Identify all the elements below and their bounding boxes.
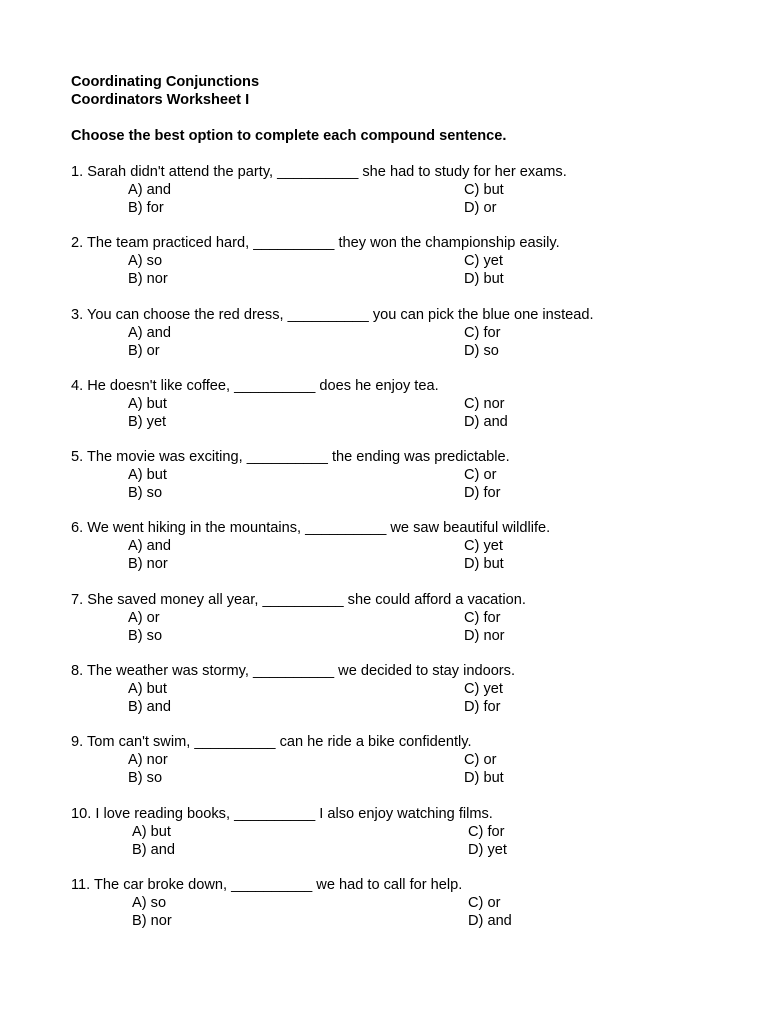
option-c: C) for	[464, 609, 501, 626]
question-text: 4. He doesn't like coffee, __________ does he enjoy tea.	[71, 377, 439, 394]
worksheet-title: Coordinating Conjunctions	[71, 74, 260, 90]
question-item	[71, 163, 751, 234]
option-a: A) and	[128, 182, 171, 198]
question-item	[71, 876, 751, 947]
option-b: B) nor	[128, 556, 168, 573]
option-d: D) for	[464, 485, 501, 502]
option-b: B) yet	[128, 413, 167, 430]
option-a: A) but	[128, 681, 167, 698]
option-a: A) but	[132, 823, 171, 840]
answer-options	[71, 181, 751, 217]
question-item	[71, 805, 751, 876]
option-a: A) so	[132, 894, 167, 911]
option-c: C) or	[464, 752, 497, 769]
option-b: B) and	[132, 841, 175, 858]
option-b: B) so	[128, 770, 163, 787]
option-c: C) or	[468, 894, 501, 911]
option-c: C) but	[464, 182, 504, 198]
option-a: A) or	[128, 609, 160, 626]
option-b: B) for	[128, 200, 164, 216]
answer-options	[71, 324, 751, 360]
answer-options	[71, 395, 751, 431]
option-d: D) but	[464, 271, 504, 288]
option-a: A) nor	[128, 752, 168, 769]
answer-options	[71, 894, 751, 930]
question-text: 10. I love reading books, __________ I also enjoy watching films.	[71, 805, 493, 822]
option-b: B) nor	[132, 912, 172, 929]
option-d: D) and	[464, 413, 508, 430]
question-list	[71, 163, 751, 947]
answer-options	[71, 823, 751, 859]
option-c: C) or	[464, 467, 497, 484]
answer-options	[71, 466, 751, 502]
question-item	[71, 306, 751, 377]
option-d: D) and	[468, 912, 512, 929]
option-d: D) but	[464, 556, 504, 573]
question-text: 5. The movie was exciting, __________ the ending was predictable.	[71, 449, 510, 466]
option-b: B) nor	[128, 271, 168, 288]
question-item	[71, 234, 751, 305]
question-text: 11. The car broke down, __________ we had to call for help.	[71, 876, 463, 893]
worksheet-header	[71, 73, 259, 109]
option-d: D) nor	[464, 627, 505, 644]
question-text: 2. The team practiced hard, __________ they won the championship easily.	[71, 235, 560, 252]
question-item	[71, 591, 751, 662]
option-a: A) but	[128, 395, 167, 412]
option-c: C) yet	[464, 538, 503, 555]
option-d: D) so	[464, 342, 499, 359]
question-text: 7. She saved money all year, __________ she could afford a vacation.	[71, 591, 526, 608]
question-item	[71, 662, 751, 733]
question-text: 8. The weather was stormy, __________ we decided to stay indoors.	[71, 663, 516, 680]
question-item	[71, 733, 751, 804]
option-d: D) for	[464, 699, 501, 716]
instruction-text: Choose the best option to complete each compound sentence.	[71, 128, 507, 144]
answer-options	[71, 751, 751, 787]
answer-options	[71, 680, 751, 716]
option-b: B) and	[128, 699, 171, 716]
question-item	[71, 448, 751, 519]
answer-options	[71, 609, 751, 645]
worksheet-subtitle: Coordinators Worksheet I	[71, 92, 250, 108]
question-text: 1. Sarah didn't attend the party, __________ she had to study for her exams.	[71, 164, 567, 180]
option-a: A) and	[128, 324, 171, 341]
option-d: D) but	[464, 770, 504, 787]
option-c: C) for	[464, 324, 501, 341]
option-a: A) and	[128, 538, 171, 555]
answer-options	[71, 252, 751, 288]
question-text: 9. Tom can't swim, __________ can he ride a bike confidently.	[71, 734, 472, 751]
question-text: 6. We went hiking in the mountains, __________ we saw beautiful wildlife.	[71, 520, 551, 537]
option-a: A) so	[128, 253, 163, 270]
option-c: C) yet	[464, 253, 503, 270]
question-item	[71, 519, 751, 590]
option-d: D) or	[464, 200, 497, 216]
question-item	[71, 377, 751, 448]
option-c: C) for	[468, 823, 505, 840]
option-b: B) so	[128, 627, 163, 644]
option-d: D) yet	[468, 841, 507, 858]
option-a: A) but	[128, 467, 167, 484]
option-c: C) yet	[464, 681, 503, 698]
option-c: C) nor	[464, 395, 505, 412]
question-text: 3. You can choose the red dress, __________ you can pick the blue one instead.	[71, 306, 594, 323]
option-b: B) so	[128, 485, 163, 502]
option-b: B) or	[128, 342, 160, 359]
answer-options	[71, 537, 751, 573]
